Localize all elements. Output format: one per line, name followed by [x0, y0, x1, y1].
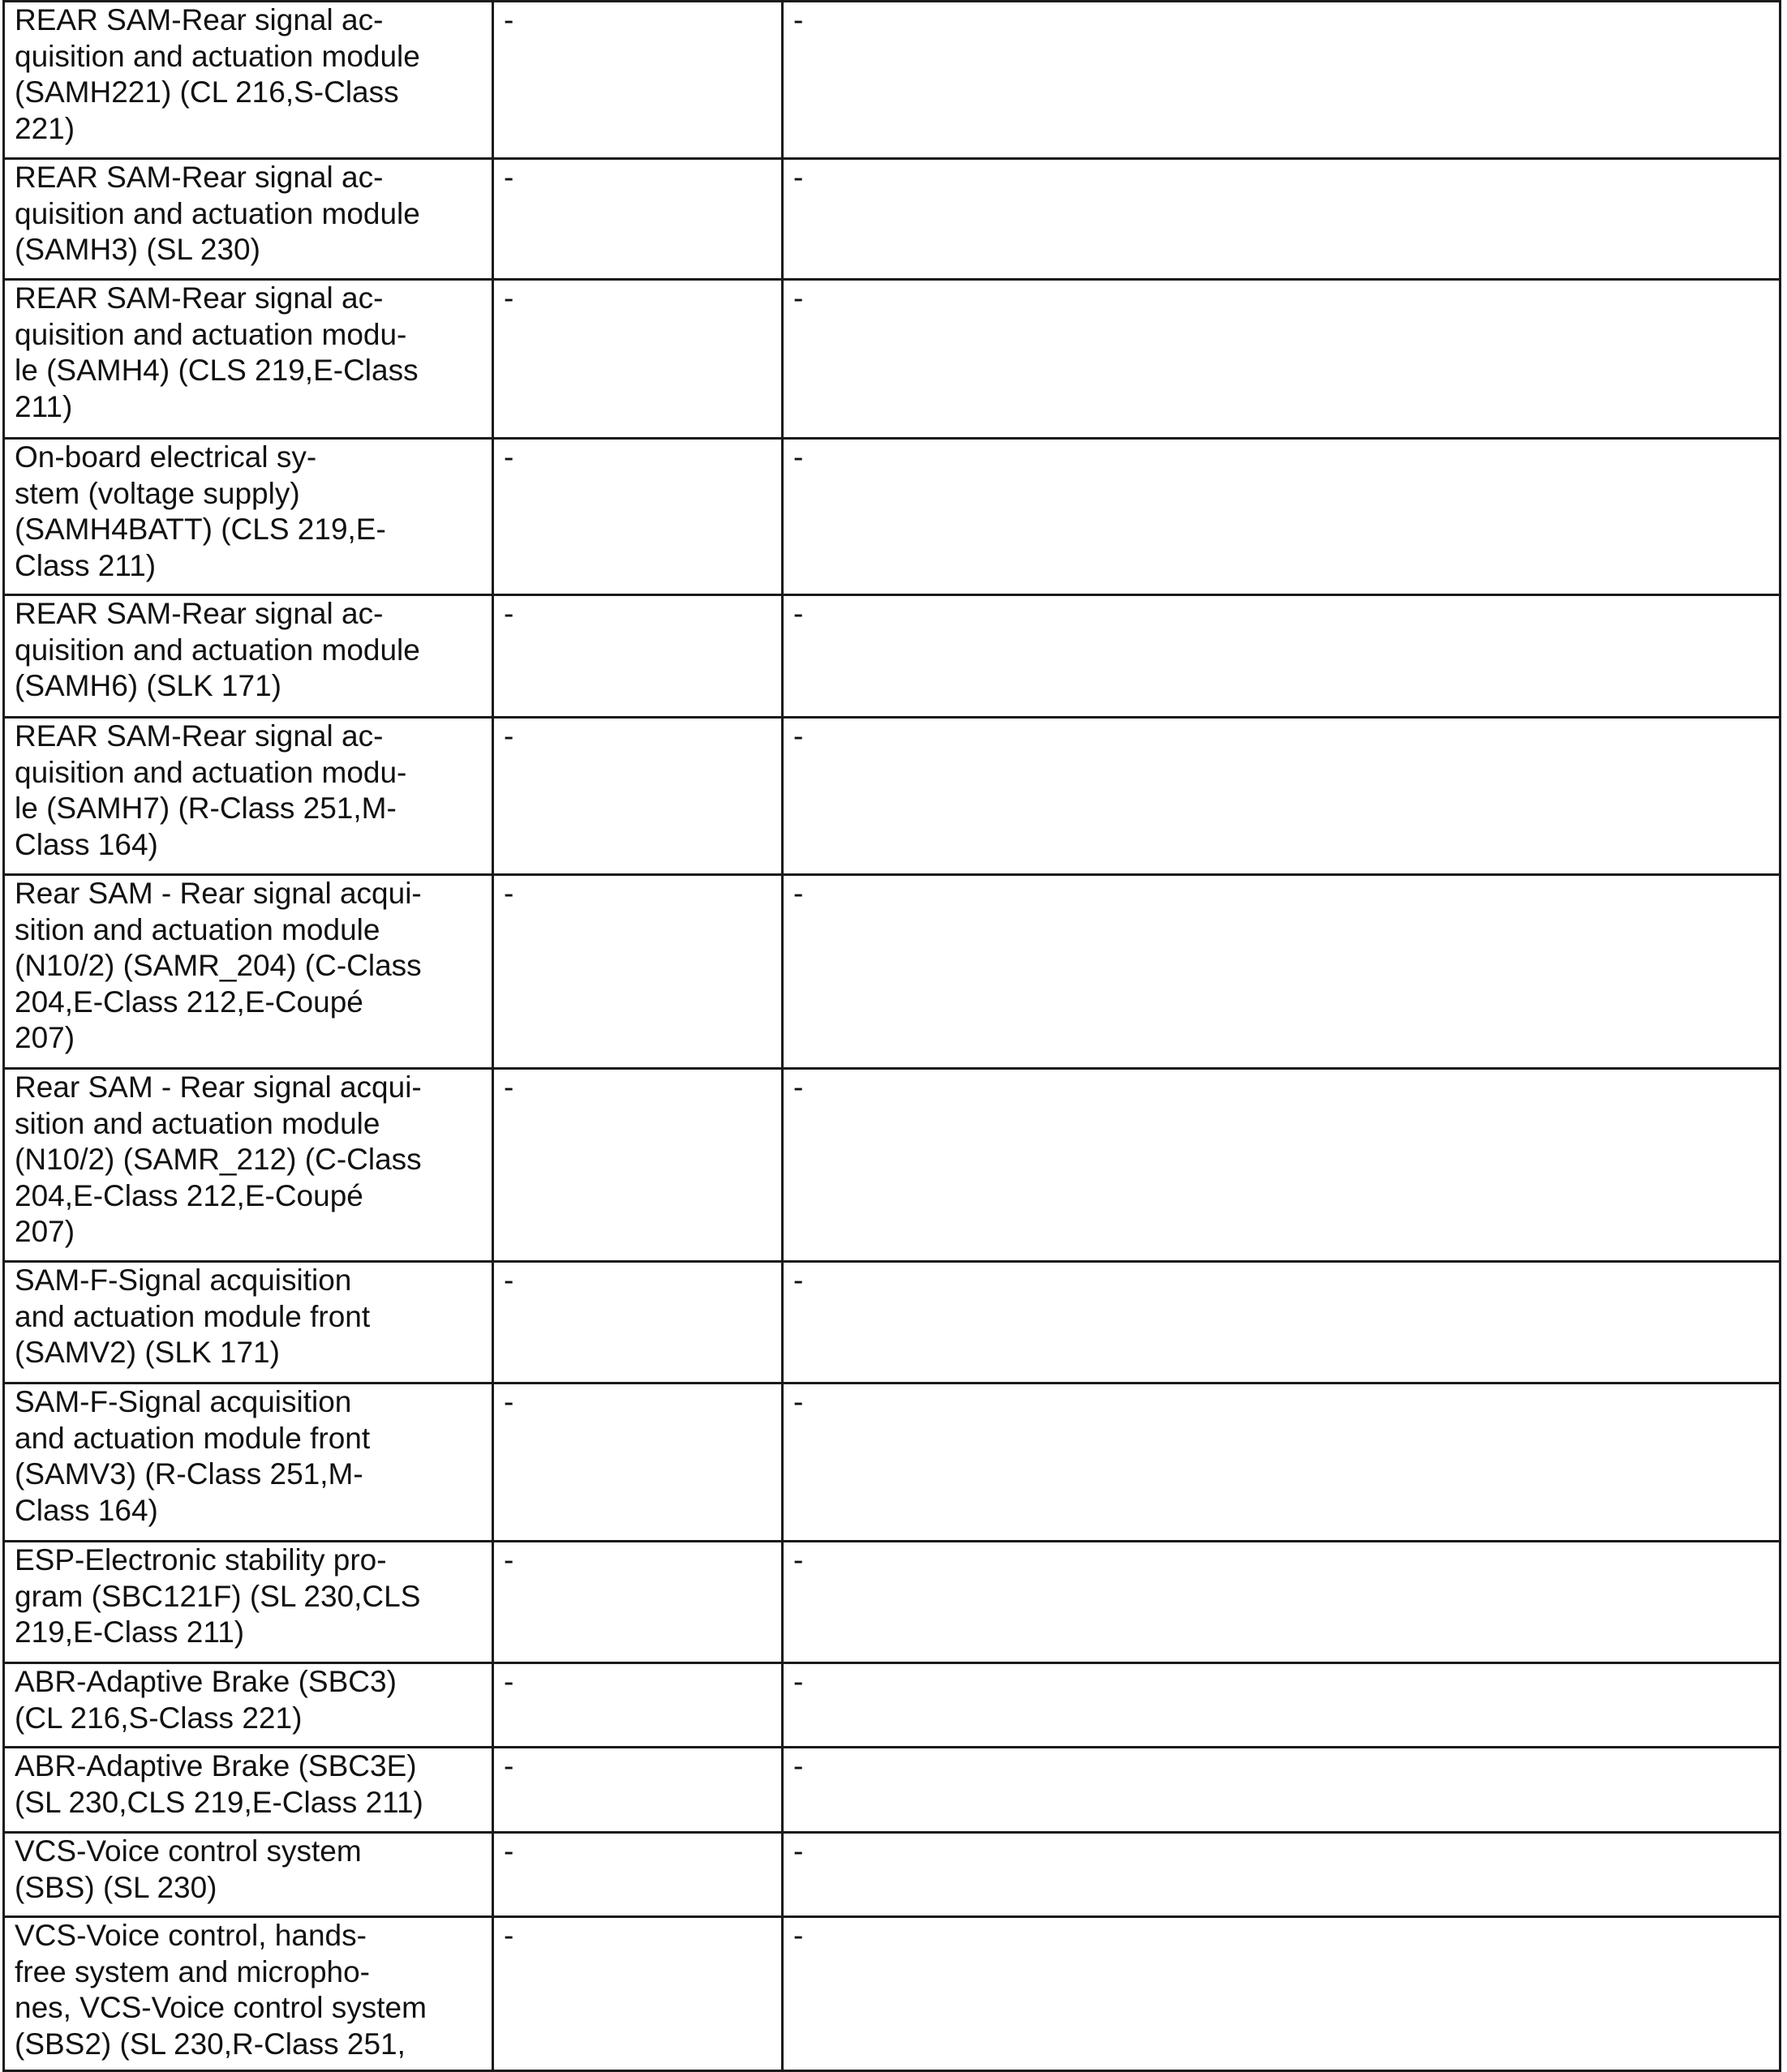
table-row [4, 159, 1781, 280]
value-cell-2 [493, 875, 783, 1069]
table-row [4, 439, 1781, 595]
value-text-2: - [504, 1263, 514, 1297]
module-name-cell [4, 1748, 493, 1833]
value-cell-2 [493, 1917, 783, 2071]
value-cell-2 [493, 595, 783, 718]
table-row [4, 1262, 1781, 1383]
value-text-3: - [793, 3, 804, 36]
table-row [4, 875, 1781, 1069]
module-name-cell [4, 1262, 493, 1383]
value-cell-3 [783, 1833, 1781, 1917]
value-text-3: - [793, 1665, 804, 1698]
value-cell-2 [493, 2, 783, 159]
module-name-text: Rear SAM - Rear signal acqui- sition and actuation module (N10/2) (SAMR_212) (C-Class 204,E-Class 212,E-Coupé 207) [15, 1070, 422, 1248]
value-cell-3 [783, 1262, 1781, 1383]
module-table [2, 0, 1781, 2072]
value-cell-2 [493, 718, 783, 875]
module-name-text: VCS-Voice control system (SBS) (SL 230) [15, 1834, 362, 1904]
module-name-text: ABR-Adaptive Brake (SBC3E) (SL 230,CLS 219,E-Class 211) [15, 1749, 423, 1819]
module-name-cell [4, 1383, 493, 1542]
value-cell-3 [783, 439, 1781, 595]
module-name-text: On-board electrical sy- stem (voltage supply) (SAMH4BATT) (CLS 219,E- Class 211) [15, 440, 386, 582]
value-text-3: - [793, 597, 804, 630]
value-cell-3 [783, 1069, 1781, 1262]
module-name-text: SAM-F-Signal acquisition and actuation module front (SAMV3) (R-Class 251,M- Class 164) [15, 1385, 371, 1527]
module-name-cell [4, 595, 493, 718]
value-text-3: - [793, 719, 804, 753]
value-cell-3 [783, 1917, 1781, 2071]
module-name-text: ESP-Electronic stability pro- gram (SBC121F) (SL 230,CLS 219,E-Class 211) [15, 1543, 421, 1649]
value-text-2: - [504, 1749, 514, 1782]
value-text-2: - [504, 1665, 514, 1698]
value-text-2: - [504, 1919, 514, 1952]
value-cell-2 [493, 1262, 783, 1383]
value-text-2: - [504, 3, 514, 36]
table-row [4, 1069, 1781, 1262]
value-text-2: - [504, 281, 514, 315]
value-cell-3 [783, 1383, 1781, 1542]
value-text-3: - [793, 1919, 804, 1952]
value-text-3: - [793, 281, 804, 315]
module-name-text: SAM-F-Signal acquisition and actuation module front (SAMV2) (SLK 171) [15, 1263, 371, 1369]
value-text-3: - [793, 1543, 804, 1577]
value-cell-3 [783, 595, 1781, 718]
module-name-text: REAR SAM-Rear signal ac- quisition and actuation module (SAMH6) (SLK 171) [15, 597, 420, 702]
value-cell-2 [493, 1663, 783, 1748]
value-text-3: - [793, 440, 804, 474]
value-cell-2 [493, 1542, 783, 1663]
value-text-3: - [793, 1263, 804, 1297]
value-cell-2 [493, 1833, 783, 1917]
table-body [4, 2, 1781, 2071]
value-text-3: - [793, 161, 804, 194]
value-text-2: - [504, 877, 514, 910]
value-text-2: - [504, 161, 514, 194]
module-name-text: REAR SAM-Rear signal ac- quisition and actuation module (SAMH3) (SL 230) [15, 161, 420, 266]
module-name-cell [4, 1833, 493, 1917]
table-row [4, 1663, 1781, 1748]
value-text-2: - [504, 719, 514, 753]
module-name-cell [4, 280, 493, 439]
value-cell-2 [493, 159, 783, 280]
value-text-2: - [504, 1385, 514, 1418]
table-row [4, 2, 1781, 159]
value-cell-2 [493, 1748, 783, 1833]
module-name-cell [4, 1917, 493, 2071]
table-row [4, 1748, 1781, 1833]
module-name-cell [4, 1663, 493, 1748]
module-name-cell [4, 718, 493, 875]
value-cell-3 [783, 2, 1781, 159]
value-cell-3 [783, 718, 1781, 875]
value-cell-2 [493, 1069, 783, 1262]
module-name-text: REAR SAM-Rear signal ac- quisition and actuation modu- le (SAMH7) (R-Class 251,M- Class 164) [15, 719, 407, 861]
value-cell-2 [493, 1383, 783, 1542]
module-name-cell [4, 159, 493, 280]
value-cell-3 [783, 875, 1781, 1069]
module-name-text: REAR SAM-Rear signal ac- quisition and actuation module (SAMH221) (CL 216,S-Class 221) [15, 3, 420, 145]
module-name-text: REAR SAM-Rear signal ac- quisition and actuation modu- le (SAMH4) (CLS 219,E-Class 211) [15, 281, 419, 423]
module-name-cell [4, 875, 493, 1069]
module-name-text: ABR-Adaptive Brake (SBC3) (CL 216,S-Class 221) [15, 1665, 397, 1735]
value-text-2: - [504, 440, 514, 474]
value-text-3: - [793, 1749, 804, 1782]
module-name-cell [4, 1542, 493, 1663]
value-cell-2 [493, 439, 783, 595]
module-name-text: Rear SAM - Rear signal acqui- sition and actuation module (N10/2) (SAMR_204) (C-Class 204,E-Class 212,E-Coupé 207) [15, 877, 422, 1054]
value-cell-3 [783, 159, 1781, 280]
table-row [4, 1383, 1781, 1542]
value-cell-2 [493, 280, 783, 439]
module-name-cell [4, 1069, 493, 1262]
value-text-2: - [504, 1543, 514, 1577]
value-text-3: - [793, 1385, 804, 1418]
value-text-3: - [793, 877, 804, 910]
value-text-3: - [793, 1070, 804, 1104]
value-text-2: - [504, 1070, 514, 1104]
table-row [4, 1833, 1781, 1917]
value-text-2: - [504, 1834, 514, 1868]
table-row [4, 1542, 1781, 1663]
table-row [4, 595, 1781, 718]
value-cell-3 [783, 1663, 1781, 1748]
module-name-text: VCS-Voice control, hands- free system and micropho- nes, VCS-Voice control system (SBS2) (SL 230,R-Class 251, [15, 1919, 427, 2061]
table-row [4, 1917, 1781, 2071]
value-text-2: - [504, 597, 514, 630]
value-text-3: - [793, 1834, 804, 1868]
table-row [4, 718, 1781, 875]
module-name-cell [4, 2, 493, 159]
value-cell-3 [783, 1542, 1781, 1663]
module-name-cell [4, 439, 493, 595]
table-row [4, 280, 1781, 439]
value-cell-3 [783, 1748, 1781, 1833]
value-cell-3 [783, 280, 1781, 439]
